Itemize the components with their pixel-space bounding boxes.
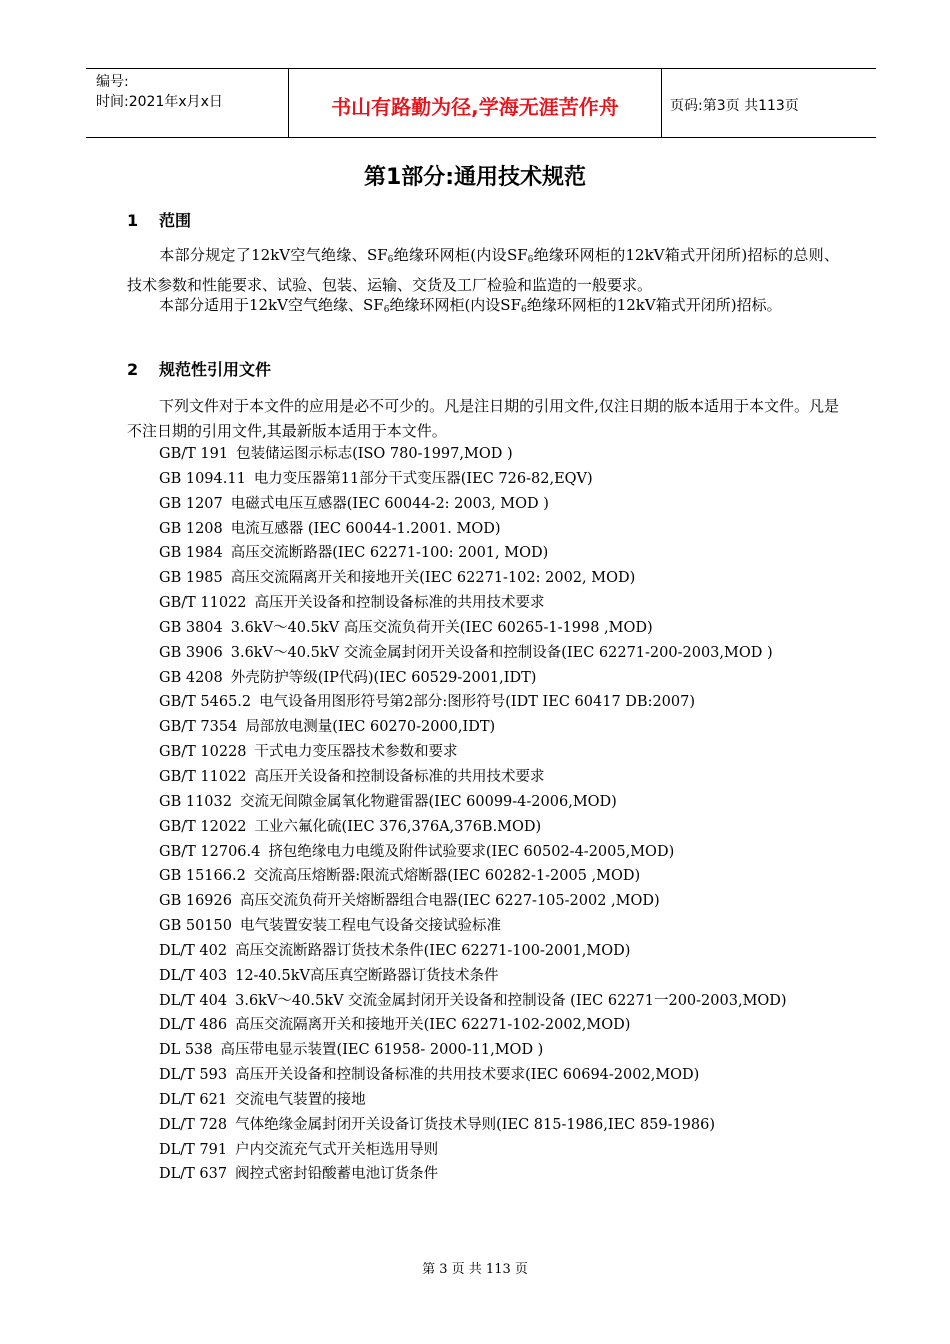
reference-code: DL/T 402 [159,942,228,959]
reference-title: 挤包绝缘电力电缆及附件试验要求(IEC 60502-4-2005,MOD) [268,843,675,860]
reference-item [127,1038,839,1063]
reference-item [127,740,839,765]
reference-item [127,989,839,1014]
page-title: 第1部分:通用技术规范 [363,165,587,190]
reference-item [127,1162,839,1187]
reference-code: DL/T 637 [159,1166,228,1183]
section-1-heading [127,208,191,231]
section-number: 2 [127,360,139,379]
subscript: 6 [387,255,394,265]
section-title: 范围 [159,211,192,230]
reference-title: 交流无间隙金属氧化物避雷器(IEC 60099-4-2006,MOD) [239,793,617,810]
text-run: 本部分适用于12kV空气绝缘、SF [159,296,384,314]
reference-title: 户内交流充气式开关柜选用导则 [235,1141,439,1158]
reference-title: 外壳防护等级(IP代码)(IEC 60529-2001,IDT) [230,669,537,686]
reference-code: GB/T 10228 [159,744,247,761]
reference-item [127,715,839,740]
reference-code: GB 1984 [159,545,223,562]
reference-code: DL/T 728 [159,1116,228,1133]
reference-item [127,442,839,467]
text-run: 绝缘环网柜(内设SF [393,246,528,264]
reference-code: GB 11032 [159,793,232,810]
section-2-heading [127,357,271,380]
reference-code: DL/T 791 [159,1141,228,1158]
section-1-paragraph-2 [127,293,839,323]
reference-item [127,765,839,790]
reference-item [127,1063,839,1088]
reference-title: 交流电气装置的接地 [235,1091,366,1108]
header-time: 时间:2021年x月x日 [96,94,223,110]
reference-code: GB 16926 [159,893,232,910]
reference-code: GB 1094.11 [159,470,246,487]
reference-code: GB 15166.2 [159,868,246,885]
reference-item [127,566,839,591]
reference-title: 电力变压器第11部分干式变压器(IEC 726-82,EQV) [253,470,593,487]
reference-item [127,790,839,815]
reference-title: 高压带电显示装置(IEC 61958- 2000-11,MOD ) [220,1042,544,1059]
reference-code: GB/T 12706.4 [159,843,261,860]
text-run: 绝缘环网柜的12kV箱式开闭所)招标的总则、技术参数和性能要求、试验、包装、运输、交货及工厂检验和监造的一般要求。 [127,246,839,294]
subscript: 6 [527,255,534,265]
reference-code: GB/T 7354 [159,719,238,736]
reference-title: 高压开关设备和控制设备标准的共用技术要求(IEC 60694-2002,MOD) [235,1067,700,1084]
reference-code: GB/T 11022 [159,768,247,785]
reference-title: 工业六氟化硫(IEC 376,376A,376B.MOD) [254,818,542,835]
reference-title: 高压交流隔离开关和接地开关(IEC 62271-102-2002,MOD) [235,1017,631,1034]
reference-title: 高压开关设备和控制设备标准的共用技术要求 [254,768,545,785]
section-1-paragraph-1 [127,243,839,298]
page-header [86,68,876,138]
reference-title: 气体绝缘金属封闭开关设备订货技术导则(IEC 815-1986,IEC 859-1986) [235,1116,716,1133]
reference-item [127,541,839,566]
header-page-info: 页码:第3页 共113页 [670,98,799,114]
reference-item [127,1013,839,1038]
reference-title: 3.6kV～40.5kV 高压交流负荷开关(IEC 60265-1-1998 ,MOD) [230,619,653,636]
reference-code: GB 3804 [159,619,223,636]
reference-code: GB 1208 [159,520,223,537]
reference-code: GB/T 5465.2 [159,694,252,711]
reference-code: DL/T 404 [159,992,228,1009]
reference-title: 局部放电测量(IEC 60270-2000,IDT) [245,719,496,736]
section-title: 规范性引用文件 [159,360,272,379]
reference-title: 电气设备用图形符号第2部分:图形符号(IDT IEC 60417 DB:2007) [259,694,696,711]
reference-item [127,964,839,989]
section-2-intro [127,394,839,444]
subscript: 6 [520,305,527,315]
reference-title: 电磁式电压互感器(IEC 60044-2: 2003, MOD ) [230,495,549,512]
reference-title: 电流互感器 (IEC 60044-1.2001. MOD) [230,520,501,537]
reference-title: 高压交流隔离开关和接地开关(IEC 62271-102: 2002, MOD) [230,570,636,587]
reference-item [127,666,839,691]
reference-code: DL/T 621 [159,1091,228,1108]
reference-code: DL/T 486 [159,1017,228,1034]
reference-title: 阀控式密封铅酸蓄电池订货条件 [235,1166,439,1183]
reference-title: 高压交流断路器订货技术条件(IEC 62271-100-2001,MOD) [235,942,631,959]
reference-item [127,690,839,715]
reference-code: GB/T 12022 [159,818,247,835]
reference-item [127,591,839,616]
header-number: 编号: [96,74,129,90]
header-motto: 书山有路勤为径,学海无涯苦作舟 [288,69,662,137]
reference-title: 包装储运图示标志(ISO 780-1997,MOD ) [236,446,513,462]
reference-item [127,864,839,889]
reference-item [127,1113,839,1138]
reference-code: GB 3906 [159,644,223,661]
reference-code: DL/T 593 [159,1067,228,1084]
reference-item [127,517,839,542]
reference-code: GB 50150 [159,918,232,935]
header-meta [86,69,288,137]
reference-title: 高压开关设备和控制设备标准的共用技术要求 [254,595,545,612]
reference-title: 干式电力变压器技术参数和要求 [254,744,458,761]
subscript: 6 [383,305,390,315]
reference-item [127,616,839,641]
reference-code: DL 538 [159,1042,213,1059]
reference-code: GB 1207 [159,495,223,512]
reference-item [127,914,839,939]
text-run: 下列文件对于本文件的应用是必不可少的。凡是注日期的引用文件,仅注日期的版本适用于本文件。凡是不注日期的引用文件,其最新版本适用于本文件。 [127,397,839,440]
reference-item [127,815,839,840]
reference-title: 电气装置安装工程电气设备交接试验标准 [239,918,501,935]
reference-title: 12-40.5kV高压真空断路器订货技术条件 [235,967,499,984]
reference-item [127,889,839,914]
reference-code: GB 1985 [159,570,223,587]
reference-item [127,1138,839,1163]
page-footer: 第 3 页 共 113 页 [422,1262,528,1277]
reference-title: 交流高压熔断器:限流式熔断器(IEC 60282-1-2005 ,MOD) [253,868,641,885]
reference-title: 3.6kV～40.5kV 交流金属封闭开关设备和控制设备(IEC 62271-200-2003,MOD ) [230,644,773,661]
reference-code: GB/T 11022 [159,595,247,612]
reference-item [127,467,839,492]
reference-code: GB 4208 [159,669,223,686]
reference-title: 高压交流负荷开关熔断器组合电器(IEC 6227-105-2002 ,MOD) [239,893,660,910]
section-number: 1 [127,211,139,230]
reference-code: DL/T 403 [159,967,228,984]
text-run: 绝缘环网柜(内设SF [389,296,521,314]
reference-code: GB/T 191 [159,446,229,462]
reference-item [127,641,839,666]
text-run: 本部分规定了12kV空气绝缘、SF [159,246,388,264]
reference-item [127,1088,839,1113]
text-run: 绝缘环网柜的12kV箱式开闭所)招标。 [526,296,782,314]
reference-list [127,442,839,1187]
reference-title: 3.6kV～40.5kV 交流金属封闭开关设备和控制设备 (IEC 62271一200-2003,MOD) [235,992,787,1009]
reference-item [127,939,839,964]
reference-item [127,492,839,517]
reference-title: 高压交流断路器(IEC 62271-100: 2001, MOD) [230,545,549,562]
reference-item [127,840,839,865]
